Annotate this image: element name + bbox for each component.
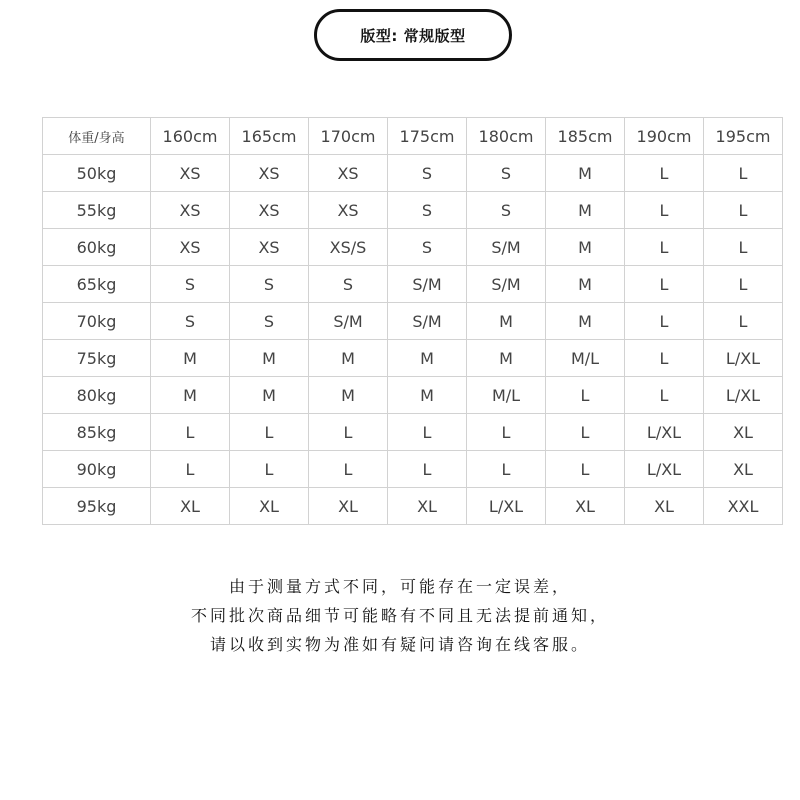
- corner-header: 体重/身高: [43, 118, 151, 155]
- size-cell: XS/S: [309, 229, 388, 266]
- size-cell: M: [230, 377, 309, 414]
- size-cell: M: [546, 229, 625, 266]
- size-cell: L: [546, 377, 625, 414]
- height-header: 180cm: [467, 118, 546, 155]
- size-cell: M: [388, 377, 467, 414]
- size-cell: M: [388, 340, 467, 377]
- size-cell: L: [309, 451, 388, 488]
- size-cell: XS: [151, 229, 230, 266]
- size-cell: XXL: [704, 488, 783, 525]
- height-header: 185cm: [546, 118, 625, 155]
- size-cell: L/XL: [625, 414, 704, 451]
- height-header: 165cm: [230, 118, 309, 155]
- size-cell: L: [546, 414, 625, 451]
- table-row: [43, 414, 783, 451]
- size-cell: M: [309, 377, 388, 414]
- table-row: [43, 451, 783, 488]
- table-row: [43, 340, 783, 377]
- size-cell: L: [230, 414, 309, 451]
- size-cell: XL: [309, 488, 388, 525]
- size-cell: L: [309, 414, 388, 451]
- size-cell: L: [704, 229, 783, 266]
- weight-header: 60kg: [43, 229, 151, 266]
- size-cell: S: [151, 303, 230, 340]
- size-cell: S: [230, 266, 309, 303]
- table-header-row: [43, 118, 783, 155]
- size-cell: XS: [230, 229, 309, 266]
- size-cell: S/M: [388, 266, 467, 303]
- size-cell: L: [625, 155, 704, 192]
- size-cell: M: [546, 192, 625, 229]
- size-cell: S: [309, 266, 388, 303]
- size-cell: M: [151, 377, 230, 414]
- size-cell: M: [151, 340, 230, 377]
- size-cell: L: [625, 192, 704, 229]
- size-cell: XL: [546, 488, 625, 525]
- size-cell: L/XL: [467, 488, 546, 525]
- table-row: [43, 488, 783, 525]
- height-header: 175cm: [388, 118, 467, 155]
- table-row: [43, 229, 783, 266]
- size-cell: M: [230, 340, 309, 377]
- size-chart-table: [42, 117, 783, 525]
- size-cell: L: [704, 303, 783, 340]
- disclaimer-notes: [0, 572, 800, 659]
- weight-header: 90kg: [43, 451, 151, 488]
- table-row: [43, 155, 783, 192]
- size-cell: XL: [704, 451, 783, 488]
- weight-header: 70kg: [43, 303, 151, 340]
- size-cell: S/M: [467, 266, 546, 303]
- size-cell: S: [388, 229, 467, 266]
- size-cell: L/XL: [625, 451, 704, 488]
- size-cell: L: [704, 192, 783, 229]
- size-cell: L: [151, 451, 230, 488]
- size-cell: L: [625, 303, 704, 340]
- weight-header: 75kg: [43, 340, 151, 377]
- size-cell: L/XL: [704, 377, 783, 414]
- size-cell: S: [230, 303, 309, 340]
- weight-header: 85kg: [43, 414, 151, 451]
- size-cell: XL: [151, 488, 230, 525]
- disclaimer-line: 不同批次商品细节可能略有不同且无法提前通知，: [190, 606, 609, 625]
- size-cell: M: [546, 155, 625, 192]
- size-cell: M: [467, 340, 546, 377]
- weight-header: 65kg: [43, 266, 151, 303]
- size-cell: XS: [151, 192, 230, 229]
- size-cell: L: [625, 377, 704, 414]
- size-cell: L: [625, 340, 704, 377]
- size-cell: XS: [309, 155, 388, 192]
- size-cell: L: [704, 155, 783, 192]
- size-cell: S: [388, 155, 467, 192]
- table-row: [43, 266, 783, 303]
- size-cell: L: [704, 266, 783, 303]
- size-cell: M: [467, 303, 546, 340]
- size-cell: XS: [309, 192, 388, 229]
- size-cell: XS: [230, 155, 309, 192]
- table-row: [43, 303, 783, 340]
- size-cell: L: [467, 414, 546, 451]
- size-cell: S: [388, 192, 467, 229]
- weight-header: 50kg: [43, 155, 151, 192]
- size-cell: S: [467, 192, 546, 229]
- weight-header: 95kg: [43, 488, 151, 525]
- fit-type-badge: [314, 9, 512, 61]
- size-cell: S/M: [467, 229, 546, 266]
- size-cell: XS: [151, 155, 230, 192]
- height-header: 195cm: [704, 118, 783, 155]
- fit-type-label: 版型: 常规版型: [360, 26, 466, 45]
- size-cell: L/XL: [704, 340, 783, 377]
- weight-header: 80kg: [43, 377, 151, 414]
- weight-header: 55kg: [43, 192, 151, 229]
- size-cell: XL: [704, 414, 783, 451]
- size-cell: XL: [230, 488, 309, 525]
- size-cell: L: [151, 414, 230, 451]
- size-cell: L: [388, 451, 467, 488]
- size-cell: S/M: [388, 303, 467, 340]
- table-row: [43, 377, 783, 414]
- size-cell: S: [151, 266, 230, 303]
- size-cell: L: [388, 414, 467, 451]
- size-cell: XL: [388, 488, 467, 525]
- size-cell: S: [467, 155, 546, 192]
- size-cell: M: [309, 340, 388, 377]
- height-header: 170cm: [309, 118, 388, 155]
- size-cell: L: [625, 266, 704, 303]
- disclaimer-line: 请以收到实物为准如有疑问请咨询在线客服。: [209, 635, 590, 654]
- height-header: 160cm: [151, 118, 230, 155]
- table-row: [43, 192, 783, 229]
- size-cell: L: [625, 229, 704, 266]
- disclaimer-line: 由于测量方式不同，可能存在一定误差，: [228, 577, 571, 596]
- size-cell: L: [467, 451, 546, 488]
- size-cell: M/L: [546, 340, 625, 377]
- size-cell: XS: [230, 192, 309, 229]
- size-cell: XL: [625, 488, 704, 525]
- size-cell: M: [546, 266, 625, 303]
- size-cell: L: [546, 451, 625, 488]
- height-header: 190cm: [625, 118, 704, 155]
- size-cell: S/M: [309, 303, 388, 340]
- size-cell: M/L: [467, 377, 546, 414]
- size-cell: L: [230, 451, 309, 488]
- size-cell: M: [546, 303, 625, 340]
